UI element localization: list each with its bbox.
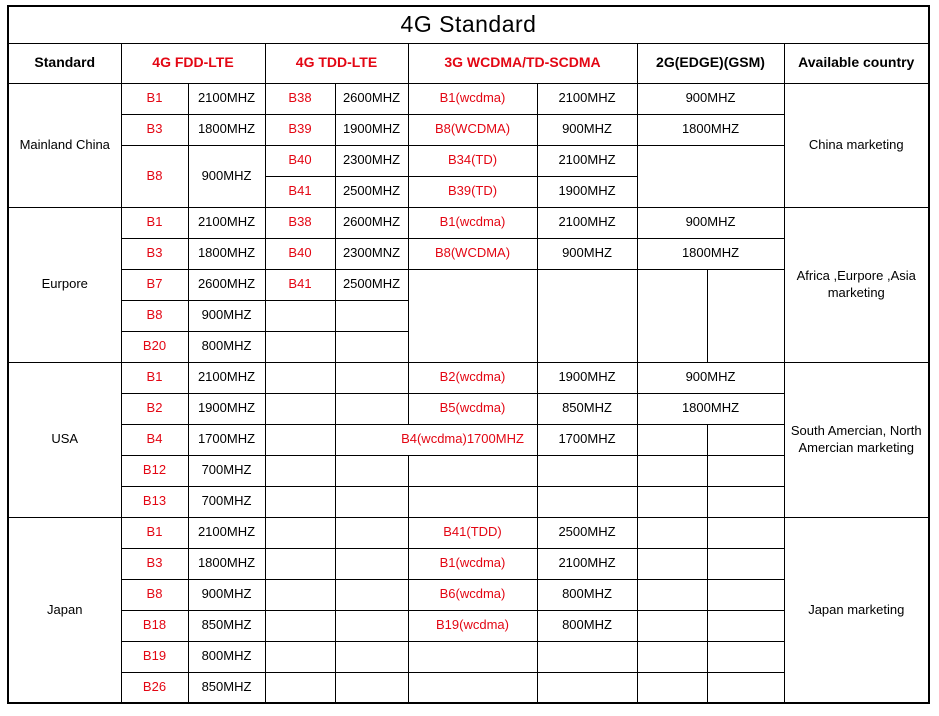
cell-2g: 900MHZ	[637, 362, 784, 393]
empty-cell	[265, 300, 335, 331]
empty-cell	[637, 672, 707, 703]
cell-wcdma-band: B1(wcdma)	[408, 548, 537, 579]
cell-wcdma-band: B19(wcdma)	[408, 610, 537, 641]
empty-cell	[537, 455, 637, 486]
cell-tdd-mhz: 1900MHZ	[335, 114, 408, 145]
cell-fdd-band: B4	[121, 424, 188, 455]
empty-cell	[265, 610, 335, 641]
empty-cell	[707, 486, 784, 517]
empty-cell	[707, 548, 784, 579]
empty-cell	[537, 486, 637, 517]
cell-wcdma-mhz: 800MHZ	[537, 610, 637, 641]
cell-fdd-band: B18	[121, 610, 188, 641]
cell-tdd-mhz: 2500MHZ	[335, 176, 408, 207]
region-cell-china: Mainland China	[8, 83, 121, 207]
empty-cell	[335, 393, 408, 424]
cell-fdd-band: B13	[121, 486, 188, 517]
empty-cell	[637, 548, 707, 579]
cell-2g: 1800MHZ	[637, 114, 784, 145]
empty-cell	[637, 641, 707, 672]
cell-wcdma-band-wide: B4(wcdma)1700MHZ	[335, 424, 537, 455]
empty-cell	[335, 672, 408, 703]
cell-fdd-mhz: 2100MHZ	[188, 517, 265, 548]
cell-2g: 900MHZ	[637, 83, 784, 114]
col-header-2g: 2G(EDGE)(GSM)	[637, 43, 784, 83]
empty-cell	[335, 610, 408, 641]
empty-cell	[637, 269, 707, 362]
empty-cell	[537, 641, 637, 672]
cell-fdd-mhz: 800MHZ	[188, 641, 265, 672]
cell-wcdma-mhz: 850MHZ	[537, 393, 637, 424]
cell-wcdma-band: B1(wcdma)	[408, 83, 537, 114]
cell-wcdma-mhz: 900MHZ	[537, 238, 637, 269]
cell-fdd-band: B8	[121, 579, 188, 610]
empty-cell	[265, 641, 335, 672]
empty-cell	[637, 610, 707, 641]
empty-cell	[265, 455, 335, 486]
cell-wcdma-band: B6(wcdma)	[408, 579, 537, 610]
cell-fdd-band: B1	[121, 207, 188, 238]
marketing-cell-japan: Japan marketing	[784, 517, 929, 703]
cell-fdd-band: B20	[121, 331, 188, 362]
cell-fdd-band: B3	[121, 238, 188, 269]
cell-wcdma-mhz: 2100MHZ	[537, 83, 637, 114]
cell-wcdma-mhz: 2500MHZ	[537, 517, 637, 548]
cell-fdd-mhz: 2100MHZ	[188, 362, 265, 393]
cell-tdd-band: B40	[265, 238, 335, 269]
cell-wcdma-mhz: 1700MHZ	[537, 424, 637, 455]
empty-cell	[265, 517, 335, 548]
cell-tdd-band: B39	[265, 114, 335, 145]
region-cell-usa: USA	[8, 362, 121, 517]
empty-cell	[335, 641, 408, 672]
empty-cell	[408, 641, 537, 672]
cell-fdd-band: B3	[121, 114, 188, 145]
col-header-standard: Standard	[8, 43, 121, 83]
cell-fdd-mhz: 1700MHZ	[188, 424, 265, 455]
page-title: 4G Standard	[8, 6, 929, 43]
empty-cell	[637, 424, 707, 455]
cell-fdd-mhz: 2100MHZ	[188, 83, 265, 114]
col-header-tdd-lte: 4G TDD-LTE	[265, 43, 408, 83]
cell-fdd-mhz: 700MHZ	[188, 455, 265, 486]
cell-fdd-band: B8	[121, 300, 188, 331]
cell-tdd-mhz: 2500MHZ	[335, 269, 408, 300]
marketing-cell-europe: Africa ,Eurpore ,Asia marketing	[784, 207, 929, 362]
cell-tdd-mhz: 2300MNZ	[335, 238, 408, 269]
cell-2g: 900MHZ	[637, 207, 784, 238]
empty-cell	[335, 300, 408, 331]
empty-cell	[265, 362, 335, 393]
cell-wcdma-band: B1(wcdma)	[408, 207, 537, 238]
empty-cell	[265, 672, 335, 703]
region-cell-japan: Japan	[8, 517, 121, 703]
cell-fdd-mhz: 2600MHZ	[188, 269, 265, 300]
empty-cell	[637, 517, 707, 548]
empty-cell	[637, 579, 707, 610]
empty-cell	[335, 331, 408, 362]
col-header-wcdma: 3G WCDMA/TD-SCDMA	[408, 43, 637, 83]
cell-tdd-band: B38	[265, 83, 335, 114]
cell-fdd-band: B1	[121, 517, 188, 548]
empty-cell	[707, 672, 784, 703]
cell-fdd-mhz: 1800MHZ	[188, 548, 265, 579]
cell-fdd-mhz: 900MHZ	[188, 579, 265, 610]
cell-fdd-mhz: 850MHZ	[188, 672, 265, 703]
cell-fdd-band: B3	[121, 548, 188, 579]
empty-cell	[537, 672, 637, 703]
cell-fdd-mhz: 700MHZ	[188, 486, 265, 517]
empty-cell	[408, 486, 537, 517]
empty-cell	[707, 579, 784, 610]
empty-cell	[265, 579, 335, 610]
cell-fdd-mhz: 850MHZ	[188, 610, 265, 641]
cell-fdd-band: B26	[121, 672, 188, 703]
cell-fdd-mhz: 1800MHZ	[188, 114, 265, 145]
empty-cell	[408, 672, 537, 703]
cell-wcdma-band: B39(TD)	[408, 176, 537, 207]
empty-cell	[265, 486, 335, 517]
cell-wcdma-mhz: 2100MHZ	[537, 548, 637, 579]
cell-wcdma-band: B8(WCDMA)	[408, 238, 537, 269]
cell-fdd-mhz: 1800MHZ	[188, 238, 265, 269]
empty-cell	[265, 548, 335, 579]
marketing-cell-china: China marketing	[784, 83, 929, 207]
cell-fdd-band: B19	[121, 641, 188, 672]
empty-cell	[265, 331, 335, 362]
cell-fdd-band: B12	[121, 455, 188, 486]
empty-cell	[335, 517, 408, 548]
cell-wcdma-band: B41(TDD)	[408, 517, 537, 548]
empty-cell	[265, 424, 335, 455]
cell-fdd-mhz: 900MHZ	[188, 145, 265, 207]
cell-fdd-mhz: 900MHZ	[188, 300, 265, 331]
empty-cell	[637, 486, 707, 517]
cell-2g: 1800MHZ	[637, 393, 784, 424]
cell-fdd-band: B8	[121, 145, 188, 207]
empty-cell	[707, 455, 784, 486]
region-cell-europe: Eurpore	[8, 207, 121, 362]
empty-cell	[408, 269, 537, 362]
cell-tdd-band: B41	[265, 269, 335, 300]
cell-wcdma-band: B8(WCDMA)	[408, 114, 537, 145]
cell-wcdma-band: B5(wcdma)	[408, 393, 537, 424]
empty-cell	[707, 641, 784, 672]
cell-fdd-band: B7	[121, 269, 188, 300]
cell-fdd-mhz: 1900MHZ	[188, 393, 265, 424]
cell-wcdma-mhz: 2100MHZ	[537, 207, 637, 238]
band-standard-table	[7, 5, 930, 704]
cell-2g: 1800MHZ	[637, 238, 784, 269]
empty-cell	[335, 548, 408, 579]
empty-cell	[537, 269, 637, 362]
empty-cell	[707, 269, 784, 362]
cell-fdd-band: B1	[121, 83, 188, 114]
cell-wcdma-mhz: 1900MHZ	[537, 362, 637, 393]
cell-tdd-mhz: 2600MHZ	[335, 207, 408, 238]
empty-cell	[707, 424, 784, 455]
cell-tdd-band: B40	[265, 145, 335, 176]
empty-cell	[637, 145, 784, 207]
empty-cell	[265, 393, 335, 424]
cell-fdd-mhz: 800MHZ	[188, 331, 265, 362]
col-header-fdd-lte: 4G FDD-LTE	[121, 43, 265, 83]
cell-fdd-mhz: 2100MHZ	[188, 207, 265, 238]
empty-cell	[335, 455, 408, 486]
cell-wcdma-band: B34(TD)	[408, 145, 537, 176]
cell-wcdma-mhz: 1900MHZ	[537, 176, 637, 207]
empty-cell	[335, 362, 408, 393]
empty-cell	[335, 486, 408, 517]
empty-cell	[637, 455, 707, 486]
cell-wcdma-mhz: 900MHZ	[537, 114, 637, 145]
cell-wcdma-mhz: 2100MHZ	[537, 145, 637, 176]
empty-cell	[707, 610, 784, 641]
cell-wcdma-mhz: 800MHZ	[537, 579, 637, 610]
cell-tdd-band: B41	[265, 176, 335, 207]
cell-tdd-band: B38	[265, 207, 335, 238]
marketing-cell-usa: South Amercian, North Amercian marketing	[784, 362, 929, 517]
cell-fdd-band: B2	[121, 393, 188, 424]
cell-fdd-band: B1	[121, 362, 188, 393]
cell-wcdma-band: B2(wcdma)	[408, 362, 537, 393]
empty-cell	[335, 579, 408, 610]
col-header-available-country: Available country	[784, 43, 929, 83]
empty-cell	[408, 455, 537, 486]
cell-tdd-mhz: 2300MHZ	[335, 145, 408, 176]
cell-tdd-mhz: 2600MHZ	[335, 83, 408, 114]
empty-cell	[707, 517, 784, 548]
